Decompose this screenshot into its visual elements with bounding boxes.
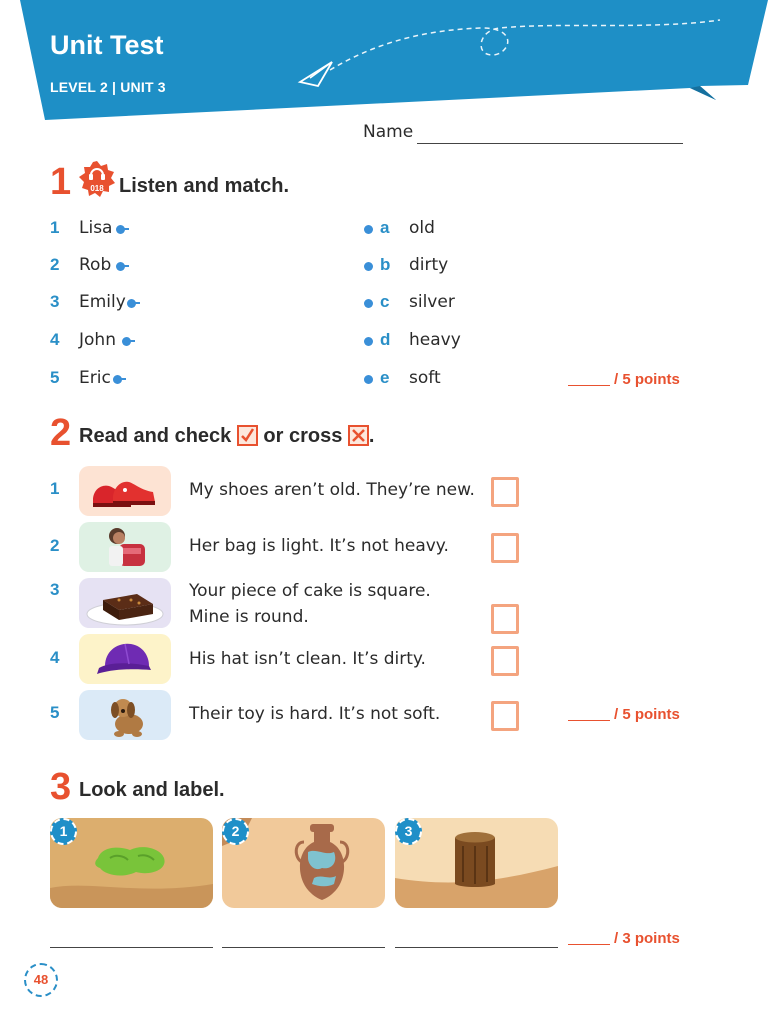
section-2-title: Read and check or cross . <box>79 425 375 447</box>
item-number: 3 <box>50 292 60 311</box>
match-row <box>0 255 768 279</box>
score-blank[interactable] <box>568 385 610 386</box>
picture-number-badge: 3 <box>395 818 422 845</box>
sentence-text: My shoes aren’t old. They’re new. <box>189 480 475 500</box>
match-dot-right[interactable] <box>364 337 373 346</box>
toy-dog-image <box>79 690 171 740</box>
match-word: silver <box>409 292 455 312</box>
item-number: 3 <box>50 580 60 599</box>
match-word: dirty <box>409 255 449 275</box>
chocolate-cake-image <box>79 578 171 628</box>
item-number: 1 <box>50 479 60 498</box>
red-shoes-image <box>79 466 171 516</box>
name-field[interactable] <box>417 143 683 144</box>
match-row <box>0 292 768 316</box>
purple-cap-image <box>79 634 171 684</box>
name-label: Name <box>363 122 414 142</box>
section-3-number: 3 <box>50 766 72 808</box>
match-name: John <box>79 330 116 350</box>
sentence-text: His hat isn’t clean. It’s dirty. <box>189 649 426 669</box>
match-name: Lisa <box>79 218 113 238</box>
sentence-text-content: Your piece of cake is square. Mine is round. <box>189 581 431 627</box>
answer-checkbox[interactable] <box>491 477 519 507</box>
section-1-number: 1 <box>50 161 72 203</box>
check-icon <box>237 425 258 446</box>
header-banner <box>0 0 768 130</box>
match-dot-right[interactable] <box>364 262 373 271</box>
sentence-text: Their toy is hard. It’s not soft. <box>189 704 441 724</box>
match-dot-right[interactable] <box>364 225 373 234</box>
label-answer-line[interactable] <box>50 947 213 948</box>
match-name: Rob <box>79 255 112 275</box>
cross-icon <box>348 425 369 446</box>
page-title: Unit Test <box>50 30 164 60</box>
picture-number-badge: 1 <box>50 818 77 845</box>
item-number: 4 <box>50 330 60 349</box>
match-word: soft <box>409 368 441 388</box>
score-blank[interactable] <box>568 720 610 721</box>
section-2-points: / 5 points <box>568 706 680 723</box>
item-number: 1 <box>50 218 60 237</box>
answer-checkbox[interactable] <box>491 604 519 634</box>
answer-checkbox[interactable] <box>491 701 519 731</box>
match-dot-right[interactable] <box>364 375 373 384</box>
match-row <box>0 218 768 242</box>
match-name: Emily <box>79 292 126 312</box>
match-row <box>0 330 768 354</box>
section-3-title: Look and label. <box>79 779 225 801</box>
item-letter: a <box>380 218 390 237</box>
match-dot-right[interactable] <box>364 299 373 308</box>
item-letter: b <box>380 255 391 274</box>
item-number: 4 <box>50 648 60 667</box>
answer-checkbox[interactable] <box>491 533 519 563</box>
item-letter: c <box>380 292 390 311</box>
item-number: 5 <box>50 703 60 722</box>
audio-track-number: 018 <box>90 184 104 193</box>
page-number: 48 <box>24 963 58 997</box>
item-number: 5 <box>50 368 60 387</box>
item-number: 2 <box>50 255 60 274</box>
match-word: heavy <box>409 330 461 350</box>
item-number: 2 <box>50 536 60 555</box>
item-letter: d <box>380 330 391 349</box>
girl-with-bag-image <box>79 522 171 572</box>
section-1-title: Listen and match. <box>119 175 290 197</box>
answer-checkbox[interactable] <box>491 646 519 676</box>
sentence-text: Her bag is light. It’s not heavy. <box>189 536 449 556</box>
item-letter: e <box>380 368 390 387</box>
label-answer-line[interactable] <box>222 947 385 948</box>
sentence-text <box>189 578 431 630</box>
match-name: Eric <box>79 368 111 388</box>
page-subtitle: LEVEL 2 | UNIT 3 <box>50 79 166 95</box>
audio-track-icon[interactable] <box>78 160 116 198</box>
label-answer-line[interactable] <box>395 947 558 948</box>
section-2-number: 2 <box>50 412 72 454</box>
section-1-points: / 5 points <box>568 371 680 388</box>
score-blank[interactable] <box>568 944 610 945</box>
match-word: old <box>409 218 435 238</box>
section-3-points: / 3 points <box>568 930 680 947</box>
picture-number-badge: 2 <box>222 818 249 845</box>
